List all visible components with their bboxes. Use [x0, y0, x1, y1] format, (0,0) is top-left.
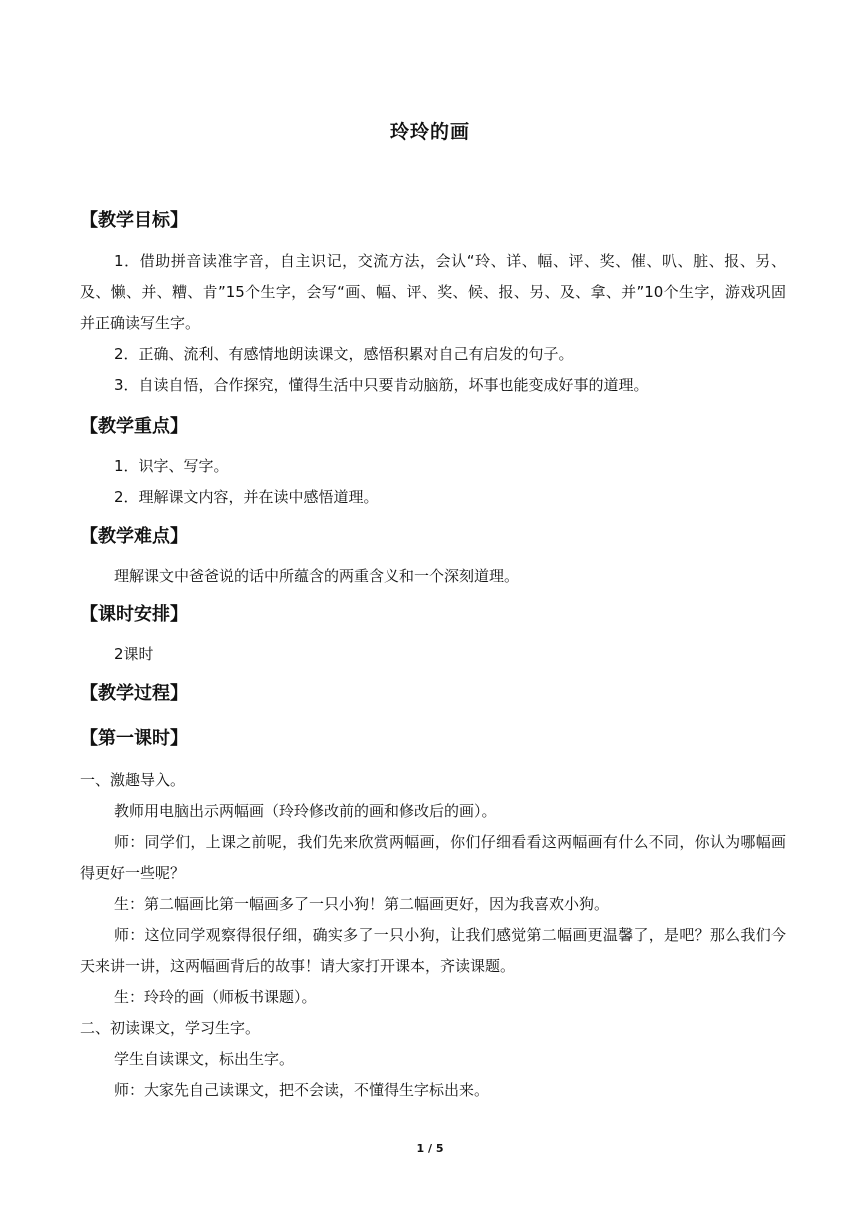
key-point-1: 1．识字、写字。	[114, 457, 229, 475]
lesson-paragraph-7: 师：大家先自己读课文，把不会读，不懂得生字标出来。	[114, 1081, 490, 1099]
section-heading-process: 【教学过程】	[80, 683, 188, 704]
goal-paragraph-2: 2．正确、流利、有感情地朗读课文，感悟积累对自己有启发的句子。	[114, 345, 574, 363]
step-heading-intro: 一、激趣导入。	[80, 771, 186, 789]
goal-paragraph-3: 3．自读自悟，合作探究，懂得生活中只要肯动脑筋，坏事也能变成好事的道理。	[114, 376, 649, 394]
lesson-paragraph-3: 生：第二幅画比第一幅画多了一只小狗！第二幅画更好，因为我喜欢小狗。	[114, 895, 610, 913]
lesson-paragraph-2: 师：同学们，上课之前呢，我们先来欣赏两幅画，你们仔细看看这两幅画有什么不同，你认为哪幅画得更好一些呢？	[80, 833, 786, 882]
difficulty-paragraph: 理解课文中爸爸说的话中所蕴含的两重含义和一个深刻道理。	[114, 567, 520, 585]
page-number: 1 / 5	[416, 1142, 444, 1155]
lesson-paragraph-1: 教师用电脑出示两幅画（玲玲修改前的画和修改后的画）。	[114, 802, 497, 820]
step-heading-first-reading: 二、初读课文，学习生字。	[80, 1019, 261, 1037]
document-title: 玲玲的画	[389, 121, 470, 143]
lesson-paragraph-5: 生：玲玲的画（师板书课题）。	[114, 988, 317, 1006]
key-point-2: 2．理解课文内容，并在读中感悟道理。	[114, 488, 379, 506]
section-heading-difficulties: 【教学难点】	[80, 526, 188, 547]
section-heading-schedule: 【课时安排】	[80, 604, 188, 625]
lesson-paragraph-6: 学生自读课文，标出生字。	[114, 1050, 295, 1068]
lesson-paragraph-4: 师：这位同学观察得很仔细，确实多了一只小狗，让我们感觉第二幅画更温馨了，是吧？那么我们今天来讲一讲，这两幅画背后的故事！请大家打开课本，齐读课题。	[80, 926, 786, 975]
goal-paragraph-1: 1．借助拼音读准字音，自主识记，交流方法，会认“玲、详、幅、评、奖、催、叭、脏、报、另、及、懒、并、糟、肯”15个生字，会写“画、幅、评、奖、候、报、另、及、拿、并”10个生字，游戏巩固并正确读写生字。	[80, 252, 786, 332]
section-heading-teaching-goals: 【教学目标】	[80, 210, 188, 231]
schedule-paragraph: 2课时	[114, 645, 154, 663]
section-heading-first-lesson: 【第一课时】	[80, 728, 188, 749]
section-heading-key-points: 【教学重点】	[80, 416, 188, 437]
